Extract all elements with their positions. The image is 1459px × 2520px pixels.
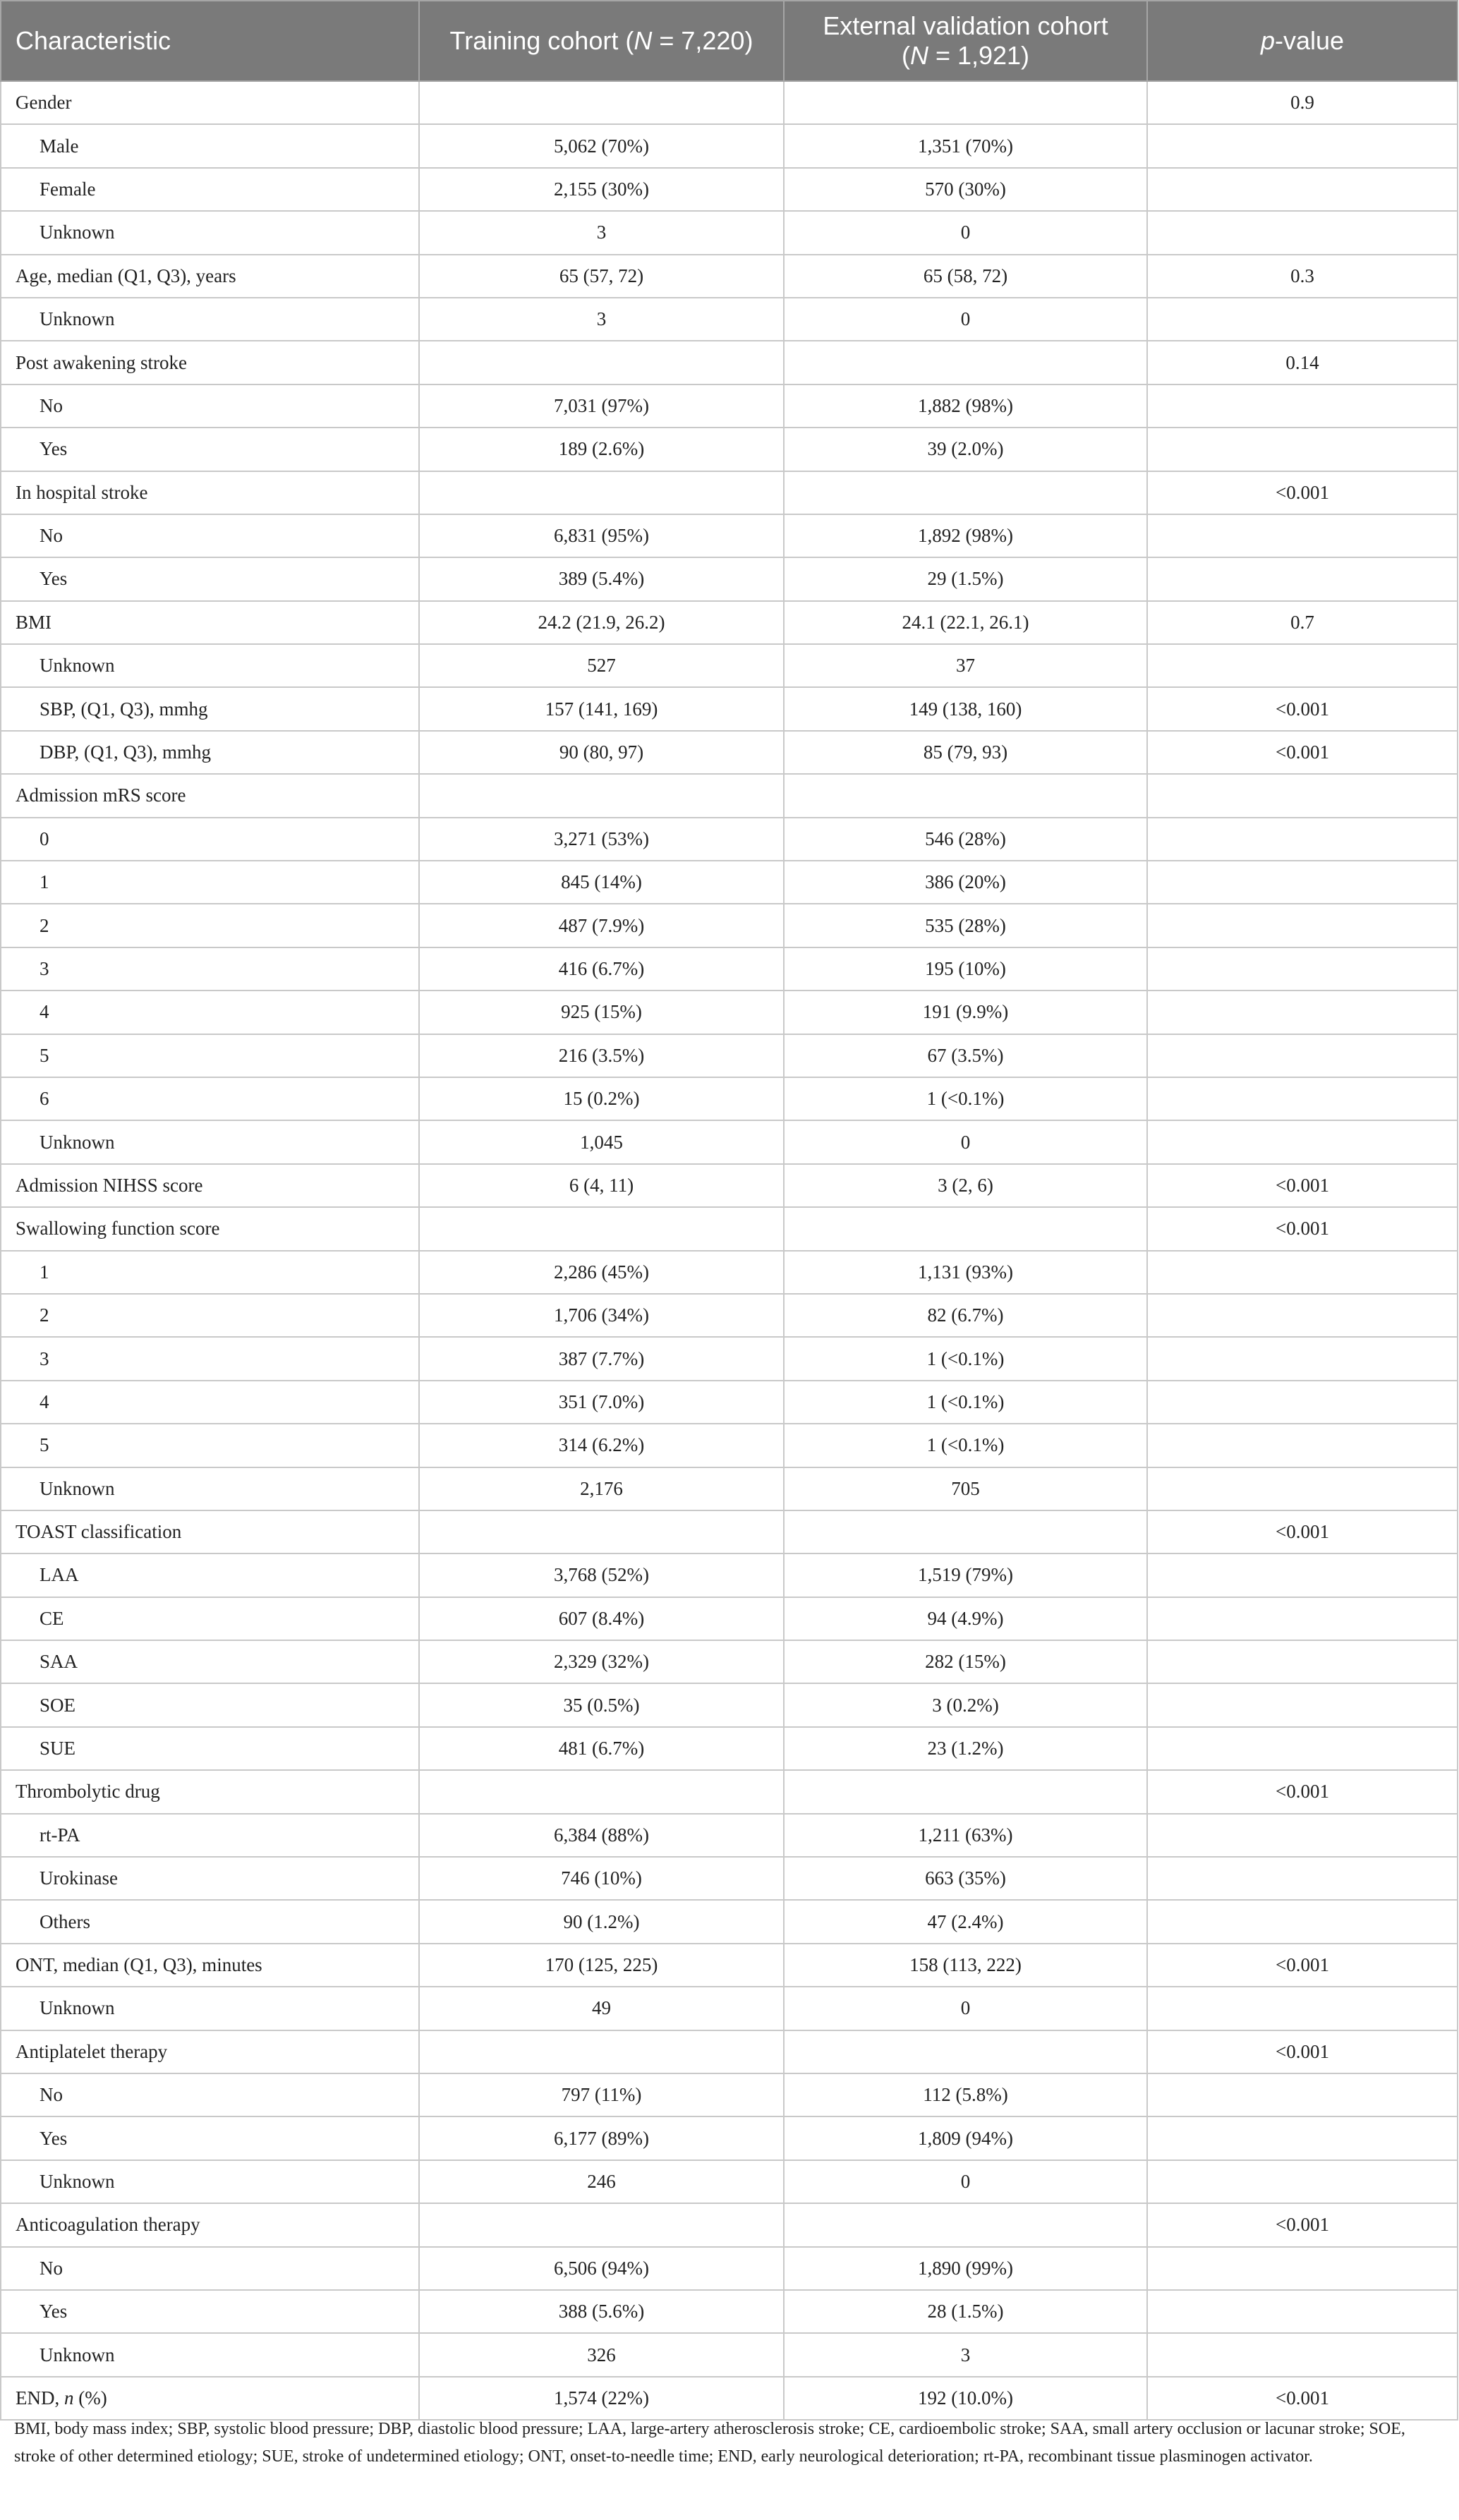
table-row bbox=[1, 2160, 1458, 2203]
table-row bbox=[1, 904, 1458, 947]
cell-training: 845 (14%) bbox=[419, 861, 784, 904]
header-validation-suffix: = 1,921) bbox=[928, 41, 1030, 70]
cell-validation: 82 (6.7%) bbox=[784, 1294, 1147, 1337]
cell-characteristic: 5 bbox=[1, 1034, 419, 1077]
cell-p-value: <0.001 bbox=[1147, 1207, 1458, 1250]
cell-characteristic: 1 bbox=[1, 861, 419, 904]
cell-validation: 67 (3.5%) bbox=[784, 1034, 1147, 1077]
cell-validation: 39 (2.0%) bbox=[784, 428, 1147, 471]
cell-characteristic: 5 bbox=[1, 1424, 419, 1467]
cell-training: 2,176 bbox=[419, 1467, 784, 1510]
cell-characteristic: LAA bbox=[1, 1553, 419, 1597]
cell-characteristic: 1 bbox=[1, 1251, 419, 1294]
cell-training bbox=[419, 341, 784, 384]
cell-training: 607 (8.4%) bbox=[419, 1597, 784, 1640]
cell-validation: 1,882 (98%) bbox=[784, 384, 1147, 428]
table-row bbox=[1, 1770, 1458, 1813]
cell-characteristic: Unknown bbox=[1, 2333, 419, 2376]
header-validation-line1: External validation cohort bbox=[823, 11, 1108, 40]
cell-characteristic: Age, median (Q1, Q3), years bbox=[1, 255, 419, 298]
table-row bbox=[1, 1597, 1458, 1640]
table-row bbox=[1, 1640, 1458, 1683]
cell-validation: 1 (<0.1%) bbox=[784, 1381, 1147, 1424]
cell-training bbox=[419, 2203, 784, 2246]
cell-validation: 149 (138, 160) bbox=[784, 687, 1147, 730]
cell-characteristic: Unknown bbox=[1, 644, 419, 687]
cell-training bbox=[419, 471, 784, 514]
cell-p-value bbox=[1147, 1294, 1458, 1337]
cell-p-value bbox=[1147, 2073, 1458, 2116]
cell-p-value bbox=[1147, 211, 1458, 254]
cell-p-value: <0.001 bbox=[1147, 2203, 1458, 2246]
header-p-suffix: -value bbox=[1274, 26, 1345, 55]
cell-validation: 570 (30%) bbox=[784, 168, 1147, 211]
cell-characteristic: Unknown bbox=[1, 211, 419, 254]
cell-validation: 158 (113, 222) bbox=[784, 1944, 1147, 1987]
table-row bbox=[1, 2333, 1458, 2376]
cell-training: 2,286 (45%) bbox=[419, 1251, 784, 1294]
cell-characteristic: Unknown bbox=[1, 1120, 419, 1163]
header-training-n: N bbox=[634, 26, 653, 55]
cell-validation: 535 (28%) bbox=[784, 904, 1147, 947]
table-row bbox=[1, 1077, 1458, 1120]
cell-characteristic: SBP, (Q1, Q3), mmhg bbox=[1, 687, 419, 730]
cell-training: 387 (7.7%) bbox=[419, 1337, 784, 1380]
cell-p-value bbox=[1147, 1900, 1458, 1943]
cell-training: 6,831 (95%) bbox=[419, 514, 784, 557]
cell-validation: 663 (35%) bbox=[784, 1857, 1147, 1900]
table-row bbox=[1, 731, 1458, 774]
cell-training: 2,329 (32%) bbox=[419, 1640, 784, 1683]
cell-p-value bbox=[1147, 384, 1458, 428]
cell-training: 797 (11%) bbox=[419, 2073, 784, 2116]
cell-characteristic: BMI bbox=[1, 601, 419, 644]
cell-characteristic: Yes bbox=[1, 2116, 419, 2159]
cell-validation bbox=[784, 1770, 1147, 1813]
cell-training bbox=[419, 1207, 784, 1250]
cell-characteristic: Others bbox=[1, 1900, 419, 1943]
cell-training: 1,045 bbox=[419, 1120, 784, 1163]
table-row bbox=[1, 1510, 1458, 1553]
cell-p-value bbox=[1147, 2116, 1458, 2159]
cell-validation: 0 bbox=[784, 1987, 1147, 2030]
cell-p-value bbox=[1147, 514, 1458, 557]
cell-training: 3 bbox=[419, 211, 784, 254]
table-row bbox=[1, 1814, 1458, 1857]
cell-characteristic: 2 bbox=[1, 904, 419, 947]
cell-p-value bbox=[1147, 1034, 1458, 1077]
cell-validation: 705 bbox=[784, 1467, 1147, 1510]
table-row bbox=[1, 1251, 1458, 1294]
cell-training: 189 (2.6%) bbox=[419, 428, 784, 471]
cell-training: 326 bbox=[419, 2333, 784, 2376]
cell-training: 527 bbox=[419, 644, 784, 687]
cell-validation: 3 (0.2%) bbox=[784, 1683, 1147, 1726]
header-characteristic: Characteristic bbox=[1, 1, 419, 81]
cell-training: 925 (15%) bbox=[419, 991, 784, 1034]
cell-p-value bbox=[1147, 1120, 1458, 1163]
cell-p-value bbox=[1147, 861, 1458, 904]
cell-validation: 1 (<0.1%) bbox=[784, 1337, 1147, 1380]
cell-validation bbox=[784, 1207, 1147, 1250]
table-row bbox=[1, 1553, 1458, 1597]
cell-p-value: <0.001 bbox=[1147, 731, 1458, 774]
table-row bbox=[1, 601, 1458, 644]
cell-p-value bbox=[1147, 818, 1458, 861]
cell-training: 35 (0.5%) bbox=[419, 1683, 784, 1726]
cell-training: 1,574 (22%) bbox=[419, 2377, 784, 2420]
table-row bbox=[1, 2073, 1458, 2116]
cell-training bbox=[419, 1770, 784, 1813]
cell-p-value bbox=[1147, 2160, 1458, 2203]
cell-training: 389 (5.4%) bbox=[419, 557, 784, 600]
cell-characteristic-part: END, bbox=[16, 2387, 64, 2409]
cell-characteristic: Anticoagulation therapy bbox=[1, 2203, 419, 2246]
cell-p-value: <0.001 bbox=[1147, 1770, 1458, 1813]
cell-p-value: <0.001 bbox=[1147, 471, 1458, 514]
cell-p-value bbox=[1147, 2247, 1458, 2290]
table-row bbox=[1, 255, 1458, 298]
cell-training: 246 bbox=[419, 2160, 784, 2203]
cell-validation: 386 (20%) bbox=[784, 861, 1147, 904]
cell-p-value: 0.14 bbox=[1147, 341, 1458, 384]
table-row bbox=[1, 1944, 1458, 1987]
table-row bbox=[1, 341, 1458, 384]
cell-characteristic: SOE bbox=[1, 1683, 419, 1726]
table-row bbox=[1, 1683, 1458, 1726]
table-row bbox=[1, 2116, 1458, 2159]
cell-characteristic: Post awakening stroke bbox=[1, 341, 419, 384]
cell-p-value bbox=[1147, 1814, 1458, 1857]
cell-characteristic: Yes bbox=[1, 428, 419, 471]
header-validation-prefix: ( bbox=[901, 41, 910, 70]
table-row bbox=[1, 428, 1458, 471]
header-training-suffix: = 7,220) bbox=[652, 26, 753, 55]
cell-training bbox=[419, 774, 784, 817]
cell-p-value: <0.001 bbox=[1147, 687, 1458, 730]
cell-training bbox=[419, 1510, 784, 1553]
cell-training: 3,768 (52%) bbox=[419, 1553, 784, 1597]
cell-validation: 0 bbox=[784, 211, 1147, 254]
cell-p-value bbox=[1147, 1381, 1458, 1424]
cell-training: 90 (1.2%) bbox=[419, 1900, 784, 1943]
header-training-prefix: Training cohort ( bbox=[449, 26, 634, 55]
cell-validation: 191 (9.9%) bbox=[784, 991, 1147, 1034]
header-validation-cohort bbox=[784, 1, 1147, 81]
cell-characteristic-part: n bbox=[64, 2387, 74, 2409]
cell-characteristic: Unknown bbox=[1, 2160, 419, 2203]
cell-characteristic: Unknown bbox=[1, 1987, 419, 2030]
cell-characteristic: In hospital stroke bbox=[1, 471, 419, 514]
cell-p-value bbox=[1147, 2333, 1458, 2376]
cell-training: 6,177 (89%) bbox=[419, 2116, 784, 2159]
cell-characteristic: No bbox=[1, 514, 419, 557]
cell-training bbox=[419, 81, 784, 124]
cell-characteristic: SUE bbox=[1, 1727, 419, 1770]
cell-p-value bbox=[1147, 1597, 1458, 1640]
table-row bbox=[1, 514, 1458, 557]
table-row bbox=[1, 2030, 1458, 2073]
cell-training: 7,031 (97%) bbox=[419, 384, 784, 428]
cell-training: 6,506 (94%) bbox=[419, 2247, 784, 2290]
table-row bbox=[1, 1857, 1458, 1900]
table-row bbox=[1, 557, 1458, 600]
table-row bbox=[1, 471, 1458, 514]
table-row bbox=[1, 1337, 1458, 1380]
table-row bbox=[1, 1987, 1458, 2030]
table-row bbox=[1, 1207, 1458, 1250]
cell-training: 24.2 (21.9, 26.2) bbox=[419, 601, 784, 644]
cell-characteristic: CE bbox=[1, 1597, 419, 1640]
cell-validation: 23 (1.2%) bbox=[784, 1727, 1147, 1770]
cell-p-value: 0.9 bbox=[1147, 81, 1458, 124]
cell-characteristic: 3 bbox=[1, 1337, 419, 1380]
table-row bbox=[1, 124, 1458, 167]
cell-validation: 0 bbox=[784, 2160, 1147, 2203]
cell-validation: 195 (10%) bbox=[784, 947, 1147, 991]
cell-p-value bbox=[1147, 1683, 1458, 1726]
cell-p-value bbox=[1147, 124, 1458, 167]
table-row bbox=[1, 384, 1458, 428]
cell-p-value: 0.7 bbox=[1147, 601, 1458, 644]
cell-training: 746 (10%) bbox=[419, 1857, 784, 1900]
cell-validation bbox=[784, 81, 1147, 124]
table-row bbox=[1, 2203, 1458, 2246]
header-p: p bbox=[1260, 26, 1275, 55]
cell-p-value bbox=[1147, 904, 1458, 947]
cell-training: 3,271 (53%) bbox=[419, 818, 784, 861]
cell-p-value bbox=[1147, 1424, 1458, 1467]
cell-training bbox=[419, 2030, 784, 2073]
cell-p-value: <0.001 bbox=[1147, 1164, 1458, 1207]
cell-training: 157 (141, 169) bbox=[419, 687, 784, 730]
cell-validation: 65 (58, 72) bbox=[784, 255, 1147, 298]
cell-characteristic: Admission NIHSS score bbox=[1, 1164, 419, 1207]
cell-validation: 0 bbox=[784, 1120, 1147, 1163]
cell-p-value bbox=[1147, 1727, 1458, 1770]
cell-characteristic: Thrombolytic drug bbox=[1, 1770, 419, 1813]
table-row bbox=[1, 947, 1458, 991]
cell-p-value bbox=[1147, 644, 1458, 687]
cell-validation: 1,890 (99%) bbox=[784, 2247, 1147, 2290]
cell-training: 49 bbox=[419, 1987, 784, 2030]
cell-validation: 1,519 (79%) bbox=[784, 1553, 1147, 1597]
cell-p-value: <0.001 bbox=[1147, 2377, 1458, 2420]
cell-validation: 37 bbox=[784, 644, 1147, 687]
cell-validation: 1,892 (98%) bbox=[784, 514, 1147, 557]
cell-validation bbox=[784, 2203, 1147, 2246]
cell-characteristic: Unknown bbox=[1, 298, 419, 341]
cell-validation bbox=[784, 774, 1147, 817]
cell-p-value bbox=[1147, 1640, 1458, 1683]
cell-characteristic: 0 bbox=[1, 818, 419, 861]
cell-training: 15 (0.2%) bbox=[419, 1077, 784, 1120]
cell-training: 6 (4, 11) bbox=[419, 1164, 784, 1207]
cell-p-value: <0.001 bbox=[1147, 1944, 1458, 1987]
cell-training: 5,062 (70%) bbox=[419, 124, 784, 167]
cell-p-value bbox=[1147, 1337, 1458, 1380]
cell-training: 487 (7.9%) bbox=[419, 904, 784, 947]
table-row bbox=[1, 1164, 1458, 1207]
table-row bbox=[1, 1727, 1458, 1770]
cell-validation: 47 (2.4%) bbox=[784, 1900, 1147, 1943]
table-row bbox=[1, 687, 1458, 730]
table-row bbox=[1, 644, 1458, 687]
table-row bbox=[1, 1467, 1458, 1510]
table-row bbox=[1, 861, 1458, 904]
cell-p-value bbox=[1147, 557, 1458, 600]
cell-validation: 1,211 (63%) bbox=[784, 1814, 1147, 1857]
cell-p-value: <0.001 bbox=[1147, 2030, 1458, 2073]
cell-characteristic: 3 bbox=[1, 947, 419, 991]
cell-validation bbox=[784, 1510, 1147, 1553]
cell-validation: 112 (5.8%) bbox=[784, 2073, 1147, 2116]
table-row bbox=[1, 2290, 1458, 2333]
table-row bbox=[1, 211, 1458, 254]
table-row bbox=[1, 774, 1458, 817]
cell-training: 216 (3.5%) bbox=[419, 1034, 784, 1077]
cell-training: 170 (125, 225) bbox=[419, 1944, 784, 1987]
cell-validation bbox=[784, 471, 1147, 514]
cell-validation: 85 (79, 93) bbox=[784, 731, 1147, 774]
cell-p-value bbox=[1147, 1553, 1458, 1597]
cell-p-value bbox=[1147, 1857, 1458, 1900]
header-validation-n: N bbox=[909, 41, 928, 70]
cell-p-value bbox=[1147, 2290, 1458, 2333]
cell-characteristic: Admission mRS score bbox=[1, 774, 419, 817]
cell-p-value bbox=[1147, 168, 1458, 211]
cell-validation: 282 (15%) bbox=[784, 1640, 1147, 1683]
cell-characteristic: Female bbox=[1, 168, 419, 211]
cell-characteristic: No bbox=[1, 2073, 419, 2116]
cell-training: 3 bbox=[419, 298, 784, 341]
cell-training: 6,384 (88%) bbox=[419, 1814, 784, 1857]
cell-characteristic: No bbox=[1, 384, 419, 428]
cell-characteristic: DBP, (Q1, Q3), mmhg bbox=[1, 731, 419, 774]
cell-p-value bbox=[1147, 774, 1458, 817]
cell-validation: 1,131 (93%) bbox=[784, 1251, 1147, 1294]
cell-training: 65 (57, 72) bbox=[419, 255, 784, 298]
cell-characteristic: No bbox=[1, 2247, 419, 2290]
table-body bbox=[1, 81, 1458, 2420]
cell-validation: 1,809 (94%) bbox=[784, 2116, 1147, 2159]
cell-characteristic: Male bbox=[1, 124, 419, 167]
cell-characteristic: TOAST classification bbox=[1, 1510, 419, 1553]
table-row bbox=[1, 2377, 1458, 2420]
cell-characteristic: Urokinase bbox=[1, 1857, 419, 1900]
cell-characteristic: rt-PA bbox=[1, 1814, 419, 1857]
cell-p-value bbox=[1147, 428, 1458, 471]
cell-characteristic: Antiplatelet therapy bbox=[1, 2030, 419, 2073]
cell-p-value: <0.001 bbox=[1147, 1510, 1458, 1553]
cell-p-value bbox=[1147, 298, 1458, 341]
table-row bbox=[1, 1900, 1458, 1943]
header-row bbox=[1, 1, 1458, 81]
cell-characteristic: 2 bbox=[1, 1294, 419, 1337]
table-row bbox=[1, 1294, 1458, 1337]
cell-characteristic: 4 bbox=[1, 1381, 419, 1424]
table-row bbox=[1, 1120, 1458, 1163]
cell-training: 481 (6.7%) bbox=[419, 1727, 784, 1770]
table-row bbox=[1, 168, 1458, 211]
table-row bbox=[1, 991, 1458, 1034]
cell-training: 388 (5.6%) bbox=[419, 2290, 784, 2333]
cell-characteristic: Swallowing function score bbox=[1, 1207, 419, 1250]
cell-validation: 24.1 (22.1, 26.1) bbox=[784, 601, 1147, 644]
header-p-value bbox=[1147, 1, 1458, 81]
cell-p-value bbox=[1147, 1251, 1458, 1294]
table-row bbox=[1, 298, 1458, 341]
cell-characteristic-part: (%) bbox=[73, 2387, 107, 2409]
cell-validation: 0 bbox=[784, 298, 1147, 341]
cell-characteristic: 6 bbox=[1, 1077, 419, 1120]
cell-validation: 28 (1.5%) bbox=[784, 2290, 1147, 2333]
cell-p-value bbox=[1147, 1077, 1458, 1120]
cell-characteristic: Yes bbox=[1, 2290, 419, 2333]
cell-characteristic: ONT, median (Q1, Q3), minutes bbox=[1, 1944, 419, 1987]
header-training-cohort bbox=[419, 1, 784, 81]
table-row bbox=[1, 2247, 1458, 2290]
cell-validation bbox=[784, 2030, 1147, 2073]
cell-characteristic: 4 bbox=[1, 991, 419, 1034]
table-footnote: BMI, body mass index; SBP, systolic blood pressure; DBP, diastolic blood pressure; LAA, large-artery atherosclerosis stroke; CE, cardioembolic stroke; SAA, small artery occlusion or lacunar stroke; SOE, stroke of other determined etiology; SUE, stroke of undetermined etiology; ONT, onset-to-needle time; END, early neurological deterioration; rt-PA, recombinant tissue plasminogen activator. bbox=[14, 2420, 1405, 2466]
cell-validation: 3 bbox=[784, 2333, 1147, 2376]
cell-p-value bbox=[1147, 1987, 1458, 2030]
cell-p-value bbox=[1147, 991, 1458, 1034]
cell-training: 314 (6.2%) bbox=[419, 1424, 784, 1467]
cell-characteristic: Gender bbox=[1, 81, 419, 124]
table-row bbox=[1, 1424, 1458, 1467]
cell-p-value bbox=[1147, 947, 1458, 991]
cell-validation bbox=[784, 341, 1147, 384]
cell-p-value: 0.3 bbox=[1147, 255, 1458, 298]
cell-characteristic: Yes bbox=[1, 557, 419, 600]
cell-p-value bbox=[1147, 1467, 1458, 1510]
cell-training: 351 (7.0%) bbox=[419, 1381, 784, 1424]
cell-validation: 1 (<0.1%) bbox=[784, 1424, 1147, 1467]
table-row bbox=[1, 1034, 1458, 1077]
cell-training: 1,706 (34%) bbox=[419, 1294, 784, 1337]
table-row bbox=[1, 818, 1458, 861]
cell-training: 416 (6.7%) bbox=[419, 947, 784, 991]
cell-validation: 94 (4.9%) bbox=[784, 1597, 1147, 1640]
table-row bbox=[1, 1381, 1458, 1424]
cell-characteristic: Unknown bbox=[1, 1467, 419, 1510]
cell-characteristic: SAA bbox=[1, 1640, 419, 1683]
cell-validation: 546 (28%) bbox=[784, 818, 1147, 861]
cell-validation: 192 (10.0%) bbox=[784, 2377, 1147, 2420]
cell-training: 90 (80, 97) bbox=[419, 731, 784, 774]
table-row bbox=[1, 81, 1458, 124]
cell-validation: 1 (<0.1%) bbox=[784, 1077, 1147, 1120]
cell-training: 2,155 (30%) bbox=[419, 168, 784, 211]
cell-validation: 3 (2, 6) bbox=[784, 1164, 1147, 1207]
cell-validation: 29 (1.5%) bbox=[784, 557, 1147, 600]
cell-validation: 1,351 (70%) bbox=[784, 124, 1147, 167]
cell-characteristic bbox=[1, 2377, 419, 2420]
